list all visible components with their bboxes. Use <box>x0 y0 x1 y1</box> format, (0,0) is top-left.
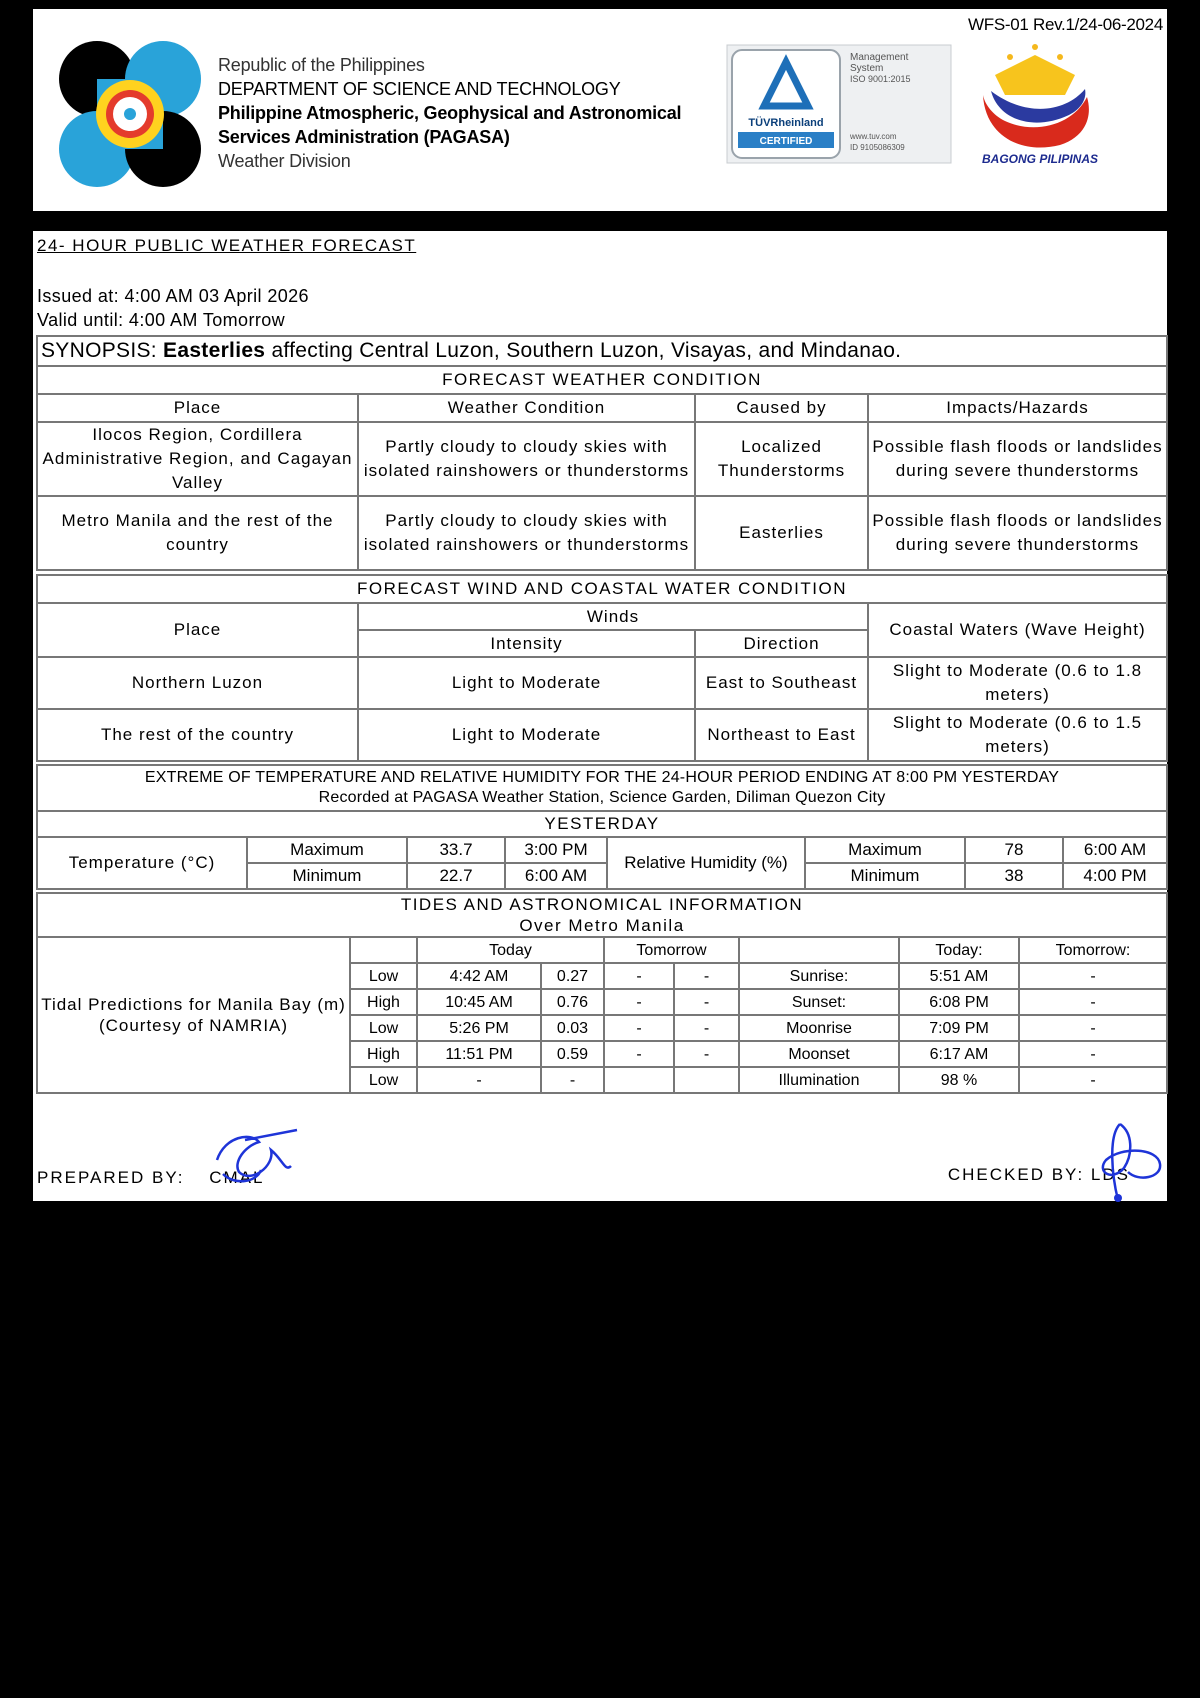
tide-tomorrow-height <box>674 1067 739 1093</box>
astro-label: Moonrise <box>739 1015 899 1041</box>
caused-by: Easterlies <box>695 496 868 570</box>
tide-height: 0.27 <box>541 963 604 989</box>
tide-type: Low <box>350 1067 417 1093</box>
tuv-certified: CERTIFIED <box>759 136 813 147</box>
wind-intensity: Light to Moderate <box>358 709 695 761</box>
tides-subtitle: Over Metro Manila <box>519 916 685 935</box>
tide-type: Low <box>350 963 417 989</box>
astro-today: 98 % <box>899 1067 1019 1093</box>
tide-type: High <box>350 989 417 1015</box>
tuv-info-3: ISO 9001:2015 <box>850 74 911 84</box>
temp-min-value: 22.7 <box>407 863 505 889</box>
tidal-predictions-label: Tidal Predictions for Manila Bay (m) (Courtesy of NAMRIA) <box>37 937 350 1093</box>
issued-at: Issued at: 4:00 AM 03 April 2026 <box>37 286 309 306</box>
tide-tomorrow-height: - <box>674 963 739 989</box>
tide-tomorrow-time: - <box>604 963 674 989</box>
temp-max-time: 3:00 PM <box>505 837 607 863</box>
rh-max-label: Maximum <box>805 837 965 863</box>
rh-min-label: Minimum <box>805 863 965 889</box>
astro-label: Moonset <box>739 1041 899 1067</box>
col-tomorrow: Tomorrow <box>604 937 739 963</box>
signature-prepared <box>205 1126 305 1188</box>
checked-label: CHECKED BY: <box>947 1165 1085 1184</box>
tide-time: 10:45 AM <box>417 989 541 1015</box>
coastal-waters: Slight to Moderate (0.6 to 1.8 meters) <box>868 657 1167 709</box>
yesterday-label: YESTERDAY <box>37 811 1167 837</box>
weather-condition-table <box>36 335 1168 571</box>
tide-time: 11:51 PM <box>417 1041 541 1067</box>
tide-type: Low <box>350 1015 417 1041</box>
agency-line-4: Services Administration (PAGASA) <box>218 127 510 147</box>
weather-condition: Partly cloudy to cloudy skies with isolated rainshowers or thunderstorms <box>358 496 695 570</box>
tide-time: 5:26 PM <box>417 1015 541 1041</box>
caused-by: Localized Thunderstorms <box>695 422 868 496</box>
issuance-info <box>37 284 309 332</box>
astro-today: 6:08 PM <box>899 989 1019 1015</box>
rh-max-time: 6:00 AM <box>1063 837 1167 863</box>
tide-time: 4:42 AM <box>417 963 541 989</box>
synopsis-row <box>37 336 1167 366</box>
rh-min-value: 38 <box>965 863 1063 889</box>
temp-min-label: Minimum <box>247 863 407 889</box>
tide-tomorrow-time: - <box>604 1041 674 1067</box>
synopsis <box>37 336 1167 366</box>
astro-tomorrow: - <box>1019 963 1167 989</box>
place: Ilocos Region, Cordillera Administrative Region, and Cagayan Valley <box>37 422 358 496</box>
table-row <box>37 496 1167 570</box>
col-intensity: Intensity <box>358 630 695 657</box>
tide-tomorrow-height: - <box>674 1041 739 1067</box>
agency-line-1: Republic of the Philippines <box>218 55 425 75</box>
agency-name <box>218 53 681 173</box>
form-code: WFS-01 Rev.1/24-06-2024 <box>968 15 1163 34</box>
wind-coastal-table <box>36 574 1168 762</box>
wind-direction: Northeast to East <box>695 709 868 761</box>
table-header <box>37 603 1167 630</box>
table-header <box>37 937 1167 963</box>
place: Metro Manila and the rest of the country <box>37 496 358 570</box>
col-direction: Direction <box>695 630 868 657</box>
extremes-title: EXTREME OF TEMPERATURE AND RELATIVE HUMIDITY FOR THE 24-HOUR PERIOD ENDING AT 8:00 PM YESTERDAY <box>144 769 1060 786</box>
impacts-hazards: Possible flash floods or landslides during severe thunderstorms <box>868 422 1167 496</box>
synopsis-system: Easterlies <box>163 339 266 362</box>
coastal-waters: Slight to Moderate (0.6 to 1.5 meters) <box>868 709 1167 761</box>
agency-line-3: Philippine Atmospheric, Geophysical and Astronomical <box>218 103 682 123</box>
tuv-certification-logo <box>726 44 952 164</box>
tide-tomorrow-time: - <box>604 989 674 1015</box>
tuv-web: www.tuv.com <box>850 132 897 141</box>
prepared-label: PREPARED BY: <box>37 1168 185 1187</box>
tuv-info-1: Management <box>850 52 909 63</box>
rh-min-time: 4:00 PM <box>1063 863 1167 889</box>
forecast-panel <box>33 231 1167 1201</box>
humidity-label: Relative Humidity (%) <box>607 837 805 889</box>
checked-initials: LDS <box>1090 1165 1130 1184</box>
extremes-subtitle: Recorded at PAGASA Weather Station, Science Garden, Diliman Quezon City <box>318 789 886 806</box>
bagong-pilipinas-logo <box>965 35 1115 175</box>
col-place: Place <box>37 394 358 422</box>
astro-today: 5:51 AM <box>899 963 1019 989</box>
impacts-hazards: Possible flash floods or landslides during severe thunderstorms <box>868 496 1167 570</box>
tide-height: 0.76 <box>541 989 604 1015</box>
col-astro-tomorrow: Tomorrow: <box>1019 937 1167 963</box>
temp-min-time: 6:00 AM <box>505 863 607 889</box>
wind-coastal-title: FORECAST WIND AND COASTAL WATER CONDITION <box>37 575 1167 603</box>
tuv-info-2: System <box>850 63 884 74</box>
prepared-initials: CMAL <box>209 1168 265 1187</box>
tide-time: - <box>417 1067 541 1093</box>
signature-checked <box>1078 1116 1168 1206</box>
synopsis-label: SYNOPSIS: <box>41 339 157 362</box>
temperature-label: Temperature (°C) <box>37 837 247 889</box>
table-row <box>37 657 1167 709</box>
place: Northern Luzon <box>37 657 358 709</box>
tuv-brand: TÜVRheinland <box>748 117 824 129</box>
temp-max-label: Maximum <box>247 837 407 863</box>
tide-height: 0.03 <box>541 1015 604 1041</box>
extremes-table <box>36 764 1168 890</box>
tides-heading <box>37 893 1167 937</box>
tide-tomorrow-time: - <box>604 1015 674 1041</box>
tides-title: TIDES AND ASTRONOMICAL INFORMATION <box>400 895 804 914</box>
col-place: Place <box>37 603 358 657</box>
temp-max-value: 33.7 <box>407 837 505 863</box>
rh-max-value: 78 <box>965 837 1063 863</box>
agency-line-2: DEPARTMENT OF SCIENCE AND TECHNOLOGY <box>218 79 621 99</box>
astro-label: Sunrise: <box>739 963 899 989</box>
astro-tomorrow: - <box>1019 1015 1167 1041</box>
valid-until: Valid until: 4:00 AM Tomorrow <box>37 310 286 330</box>
table-row <box>37 422 1167 496</box>
wind-direction: East to Southeast <box>695 657 868 709</box>
table-header <box>37 394 1167 422</box>
col-coastal-waters: Coastal Waters (Wave Height) <box>868 603 1167 657</box>
col-caused-by: Caused by <box>695 394 868 422</box>
tide-type: High <box>350 1041 417 1067</box>
tides-table <box>36 892 1168 1094</box>
table-row <box>37 709 1167 761</box>
agency-line-5: Weather Division <box>218 151 351 171</box>
letterhead <box>33 9 1167 211</box>
tide-height: - <box>541 1067 604 1093</box>
tide-height: 0.59 <box>541 1041 604 1067</box>
astro-today: 6:17 AM <box>899 1041 1019 1067</box>
astro-label: Illumination <box>739 1067 899 1093</box>
tide-tomorrow-height: - <box>674 1015 739 1041</box>
col-astro-today: Today: <box>899 937 1019 963</box>
astro-tomorrow: - <box>1019 989 1167 1015</box>
synopsis-text: affecting Central Luzon, Southern Luzon, Visayas, and Mindanao. <box>271 339 902 362</box>
astro-tomorrow: - <box>1019 1041 1167 1067</box>
wind-intensity: Light to Moderate <box>358 657 695 709</box>
tide-tomorrow-time <box>604 1067 674 1093</box>
pagasa-logo <box>55 39 205 189</box>
col-winds: Winds <box>358 603 868 630</box>
place: The rest of the country <box>37 709 358 761</box>
tuv-id: ID 9105086309 <box>850 143 905 152</box>
astro-label: Sunset: <box>739 989 899 1015</box>
bp-text: BAGONG PILIPINAS <box>981 152 1099 166</box>
weather-condition: Partly cloudy to cloudy skies with isolated rainshowers or thunderstorms <box>358 422 695 496</box>
weather-condition-title: FORECAST WEATHER CONDITION <box>37 366 1167 394</box>
col-impacts: Impacts/Hazards <box>868 394 1167 422</box>
astro-today: 7:09 PM <box>899 1015 1019 1041</box>
astro-tomorrow: - <box>1019 1067 1167 1093</box>
table-row <box>37 837 1167 863</box>
col-today: Today <box>417 937 604 963</box>
forecast-title: 24- HOUR PUBLIC WEATHER FORECAST <box>37 236 417 255</box>
tide-tomorrow-height: - <box>674 989 739 1015</box>
col-weather-condition: Weather Condition <box>358 394 695 422</box>
extremes-heading <box>37 765 1167 811</box>
